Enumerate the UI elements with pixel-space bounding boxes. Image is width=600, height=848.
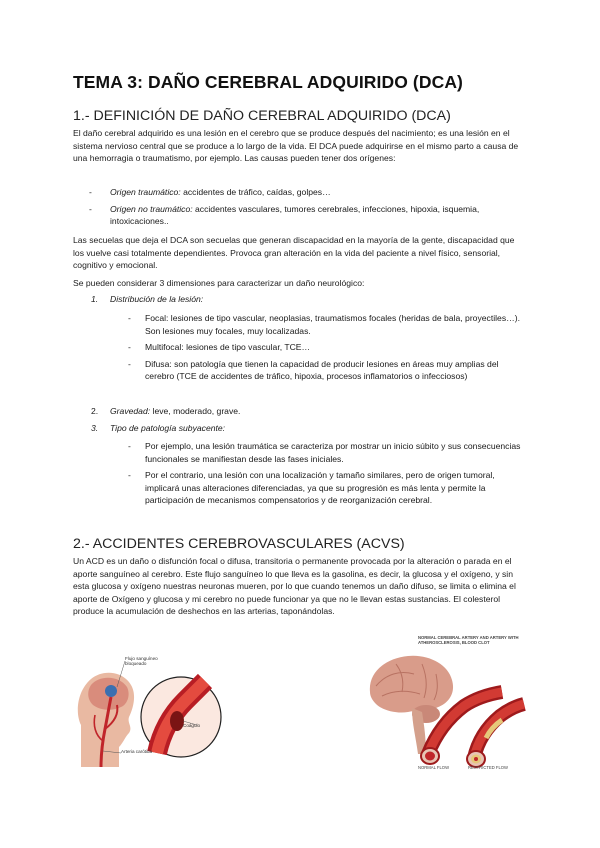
label-restricted-flow: RESTRICTED FLOW [468, 765, 509, 770]
artery-comparison-illustration [356, 634, 526, 772]
stroke-illustration [73, 655, 223, 767]
origins-list [110, 186, 528, 232]
list-item: - Origen no traumático: accidentes vasculares, tumores cerebrales, infecciones, hipoxia, isquemia, intoxicaciones.. [110, 203, 528, 228]
brain-artery-image [356, 634, 526, 772]
figure-caption: NORMAL CEREBRAL ARTERY AND ARTERY WITH ATHEROSCLEROSIS, BLOOD CLOT [418, 635, 519, 645]
list-item: - Por el contrario, una lesión con una localización y tamaño similares, pero de origen tumoral, implicará unas alteraciones diferenciadas, ya que su progresión es más lenta y permite la participación de mecanismos compensatorios y de reorganización cerebral. [145, 469, 527, 507]
sequelae-paragraph: Las secuelas que deja el DCA son secuelas que generan discapacidad en la mayoría de la gente, discapacidad que los vuelve casi totalmente dependientes. Provoca gran alteración en la vida del paciente a nivel físico, sensorial, cognitivo y emocional. [73, 235, 515, 271]
dimension-1-label: Distribución de la lesión: [110, 294, 204, 304]
label-blocked-flow: Flujo sanguíneo bloqueado [125, 656, 158, 667]
list-item: - Difusa: son patología que tienen la capacidad de producir lesiones en áreas muy amplias del cerebro (TCE de accidentes de tráfico, hipoxia, procesos inflamatorios o infecciosos) [145, 358, 527, 383]
list-item: - Por ejemplo, una lesión traumática se caracteriza por mostrar un inicio súbito y sus consecuencias funcionales se manifiestan desde las fases iniciales. [145, 440, 527, 465]
label-normal-flow: NORMAL FLOW [418, 765, 450, 770]
section1-heading: 1.- DEFINICIÓN DE DAÑO CEREBRAL ADQUIRIDO (DCA) [73, 108, 451, 124]
dimension-3: 3. Tipo de patología subyacente: [91, 423, 226, 433]
label-carotid: Arteria carótida [121, 749, 153, 754]
list-item: - Multifocal: lesiones de tipo vascular, TCE… [145, 341, 527, 354]
label-clot: Coágulo [183, 723, 201, 728]
dimension-2: 2. Gravedad: leve, moderado, grave. [91, 406, 241, 416]
section2-heading: 2.- ACCIDENTES CEREBROVASCULARES (ACVS) [73, 536, 405, 552]
dimension-3-list [145, 440, 527, 511]
list-item: - Focal: lesiones de tipo vascular, neoplasias, traumatismos focales (heridas de bala, proyectiles…). Son lesiones muy focales, muy localizadas. [145, 312, 527, 337]
dimension-1-list [145, 312, 527, 387]
section2-paragraph: Un ACD es un daño o disfunción focal o difusa, transitoria o permanente provocada por la alteración o parada en el aporte sanguíneo al cerebro. Este flujo sanguíneo lo que lleva es la gasolina, es decir, la glucosa y el oxígeno, y sin esta glucosa y oxígeno nuestras neuronas mueren, por lo que cuando tenemos un daño difuso, se limita o elimina el aporte de Oxígeno y glucosa y mi cerebro no puede funcionar ya que no le llevan estas sustancias. El colesterol produce la acumulación de deshechos en las arterias, taponándolas. [73, 556, 516, 617]
list-item: - Origen traumático: accidentes de tráfico, caídas, golpes… [110, 186, 528, 199]
page-title: TEMA 3: DAÑO CEREBRAL ADQUIRIDO (DCA) [73, 72, 463, 92]
dimensions-intro: Se pueden considerar 3 dimensiones para caracterizar un daño neurológico: [73, 278, 365, 288]
section1-intro: El daño cerebral adquirido es una lesión en el cerebro que se produce después del nacimiento; es una lesión en el sistema nervioso central que se produce a lo largo de la vida. El DCA puede adquirirse en el mismo parto a causa de una hemorragia o traumatismo, por ejemplo. Las causas pueden tener dos orígenes: [73, 128, 519, 164]
dimension-1: 1. Distribución de la lesión: [91, 294, 204, 304]
